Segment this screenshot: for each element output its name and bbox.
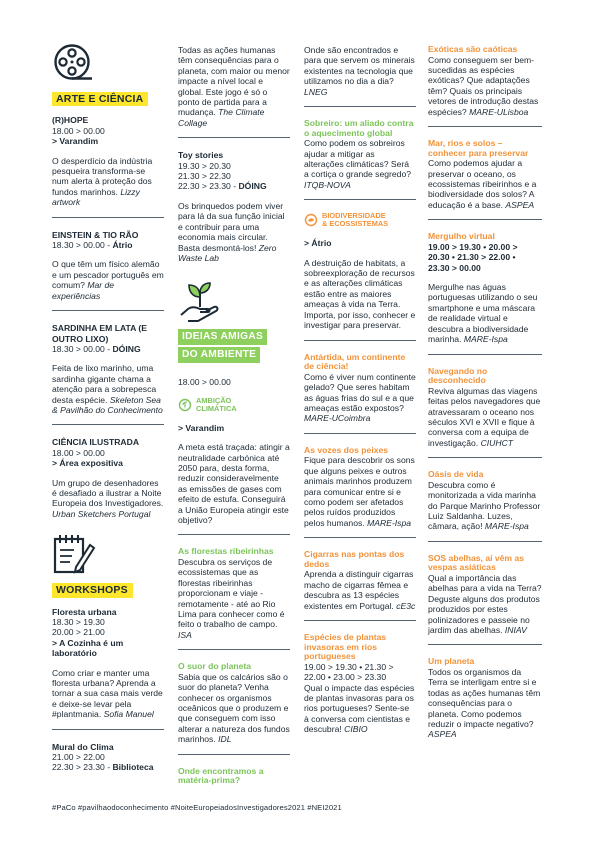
event-description: Reviva algumas das viagens feitas pelos navegadores que atravessaram o oceano nos séculos XVI e XVII e fique à conversa com a equipa de investigação. CIUHCT [428, 385, 541, 448]
event-credit: MARE-Ispa [484, 521, 529, 532]
divider [304, 433, 416, 434]
event-navegando [428, 367, 542, 449]
event-antartida [304, 353, 416, 424]
event-um-planeta [428, 657, 542, 739]
event-credit: ASPEA [505, 199, 535, 210]
section-badge-ideias-2: DO AMBIENTE [178, 347, 260, 363]
ambicao-tag [178, 397, 290, 413]
event-location: > Área expositiva [52, 458, 123, 469]
event-time: 19.00 > 19.30 • 21.30 > [304, 661, 394, 672]
event-location: > Varandim [52, 136, 99, 147]
section-badge-workshops: WORKSHOPS [52, 583, 133, 597]
event-description: Aprenda a distinguir cigarras macho de cigarras fêmea e descubra as 13 espécies existentes em Portugal. cE3c [304, 569, 416, 611]
event-credit: CIBIO [344, 724, 368, 735]
event-description: A meta está traçada: atingir a neutralidade carbónica até 2050 para, desta forma, reduzir consideravelmente as emissões de gases com efeito de estufa. Conseguirá a União Europeia atingir este objetivo? [178, 442, 290, 525]
event-description: Como é viver num continente gelado? Que seres habitam as águas frias do sul e a que ameaças estão expostos? MARE-UCoimbra [304, 371, 416, 424]
event-time: 18.30 > 00.00 - DÓING [52, 343, 141, 354]
event-credit: MARE-ULisboa [469, 106, 529, 117]
event-time: 18.30 > 19.30 [52, 617, 105, 627]
event-time: 19.30 > 20.30 [178, 160, 231, 171]
event-description: Os brinquedos podem viver para lá da sua função inicial e contribuir para uma economia mais circular. Basta desmontá-los! Zero Waste Lab [178, 200, 285, 263]
event-title: Oásis de vida [428, 469, 484, 480]
event-rhope [52, 115, 164, 207]
divider [178, 534, 290, 535]
column-3 [304, 45, 416, 735]
divider [428, 541, 542, 542]
event-title: O suor do planeta [178, 661, 252, 672]
event-time: 23.30 > 00.00 [428, 262, 481, 273]
column-1 [52, 42, 164, 773]
divider [428, 457, 542, 458]
event-title: Um planeta [428, 656, 475, 667]
event-credit: Mar de experiências [52, 280, 115, 301]
event-time: 22.00 • 23.00 > 23.30 [304, 672, 387, 683]
event-description: Fique para descobrir os sons que alguns peixes e outros animais marinhos produzem para comunicar entre si e como podem ser afetados pelos ruídos produzidos pelos humanos. MARE-Ispa [304, 455, 415, 528]
divider [304, 537, 416, 538]
divider [52, 424, 164, 425]
event-title: As florestas ribeirinhas [178, 546, 274, 557]
event-credit: cE3c [396, 600, 416, 611]
divider [52, 310, 164, 311]
divider [304, 106, 416, 107]
divider [304, 340, 416, 341]
event-credit: Lizzy artwork [52, 186, 140, 208]
hand-plant-icon [178, 279, 224, 325]
event-description: Como podem os sobreiros ajudar a mitigar as alterações climáticas? Será a cortiça o grande segredo? ITQB-NOVA [304, 138, 412, 190]
event-title: Cigarras nas pontas dos dedos [304, 549, 405, 569]
event-credit: ITQB-NOVA [304, 179, 351, 190]
column-4 [428, 45, 542, 740]
divider [52, 729, 164, 730]
event-time: 21.30 > 22.30 [178, 171, 231, 182]
event-description: Descubra os serviços de ecossistemas que as florestas ribeirinhas proporcionam e viaje - remotamente - até ao Rio Lima para conhecer como é feito o trabalho de campo. ISA [178, 556, 285, 640]
event-credit: Sofia Manuel [103, 709, 154, 720]
event-description: Como conseguem ser bem-sucedidas as espécies exóticas? Que adaptações têm? Quais os principais vetores de introdução destas espécies? MARE-ULisboa [428, 54, 539, 117]
event-title: Sobreiro: um aliado contra o aquecimento global [304, 118, 414, 138]
event-suor-planeta [178, 662, 290, 744]
divider [304, 199, 416, 200]
event-title: Mural do Clima [52, 741, 114, 752]
biodiversidade-tag [304, 212, 416, 228]
event-description: A destruição de habitats, a sobreexploração de recursos e as alterações climáticas estão entre as maiores ameaças à vida na Terra. Importa, por isso, conhecer e investigar para preservar. [304, 257, 416, 331]
footer-hashtags: #PaCo #pavilhaodoconhecimento #NoiteEuropeiadosInvestigadores2021 #NEI2021 [52, 803, 342, 812]
ambicao-label-2: CLIMÁTICA [196, 403, 237, 413]
event-location: Átrio [112, 240, 133, 251]
event-description: Como podemos ajudar a preservar o oceano, os ecossistemas ribeirinhos e a biodiversidade dos solos? A educação é a base. ASPEA [428, 158, 537, 210]
event-location: > A Cozinha é um laboratório [52, 637, 124, 659]
event-florestas-ribeirinhas [178, 547, 290, 640]
event-title: EINSTEIN & TIO RÃO [52, 229, 139, 240]
event-title: Espécies de plantas invasoras em rios portugueses [304, 631, 387, 662]
event-title: As vozes dos peixes [304, 444, 389, 455]
column-2 [178, 45, 290, 786]
event-mural-clima [52, 742, 164, 773]
ambition-tag-icon [178, 398, 192, 412]
event-time: 22.30 > 23.30 - DÓING [178, 181, 267, 192]
event-time: 20.00 > 21.00 [52, 627, 105, 638]
event-time: 18.30 > 00.00 - Átrio [52, 240, 133, 251]
event-time: 20.30 • 21.30 > 22.00 • [428, 252, 516, 263]
event-title: Floresta urbana [52, 606, 117, 617]
event-credit: Zero Waste Lab [178, 242, 277, 263]
biodiversity-tag-icon [304, 213, 318, 227]
event-title: SOS abelhas, aí vêm as vespas asiáticas [428, 552, 525, 573]
event-title: Mergulho virtual [428, 231, 495, 242]
event-sardinha [52, 323, 164, 415]
event-credit: INIAV [504, 624, 527, 635]
event-mergulho-virtual [428, 232, 542, 344]
divider [178, 137, 290, 138]
divider [52, 217, 164, 218]
event-credit: MARE-Ispa [367, 517, 412, 528]
event-floresta-urbana [52, 607, 164, 720]
event-credit: Urban Sketchers Portugal [52, 508, 151, 519]
ambicao-label-1: AMBIÇÃO [196, 395, 232, 405]
event-time: 19.00 > 19.30 • 20.00 > [428, 241, 518, 252]
event-mar-rios-solos [428, 139, 542, 210]
event-title: CIÊNCIA ILUSTRADA [52, 437, 140, 448]
event-location: DÓING [112, 343, 141, 354]
event-title: Antártida, um continente de ciência! [304, 351, 406, 372]
event-location: > Átrio [304, 238, 332, 249]
event-description: O que têm um físico alemão e um pescador português em comum? Mar de experiências [52, 259, 164, 301]
event-title: Toy stories [178, 150, 224, 161]
event-title: Mar, rios e solos – conhecer para preservar [428, 138, 529, 158]
section-time: 18.00 > 00.00 [178, 377, 231, 388]
divider [428, 219, 542, 220]
event-location: DÓING [238, 181, 267, 192]
event-description: Feita de lixo marinho, uma sardinha gigante chama a atenção para a sobrepesca desta espécie. Skeleton Sea & Pavilhão do Conhecimento [52, 363, 163, 415]
event-location: Biblioteca [112, 762, 154, 773]
section-badge-arte-ciencia: ARTE E CIÊNCIA [52, 92, 148, 106]
event-credit: Skeleton Sea & Pavilhão do Conhecimento [52, 394, 163, 415]
event-description: Todas as ações humanas têm consequências para o planeta, com maior ou menor impacte a nível local e global. Este jogo é só o ponto de partida para a mudança. The Climate Collage [178, 45, 290, 128]
divider [428, 354, 542, 355]
event-title: Exóticas são caóticas [428, 44, 518, 54]
divider [428, 126, 542, 127]
event-credit: CIUHCT [480, 437, 514, 448]
event-title: SARDINHA EM LATA (E OUTRO LIXO) [52, 323, 147, 344]
event-description: Qual o impacte das espécies de plantas invasoras para os rios portugueses? Sente-se à conversa com cientistas e descubra! CIBIO [304, 682, 415, 735]
event-description: Um grupo de desenhadores é desafiado a ilustrar a Noite Europeia dos Investigadores. Urban Sketchers Portugal [52, 477, 164, 519]
section-badge-ideias-1: IDEIAS AMIGAS [178, 329, 267, 345]
event-exoticas [428, 45, 542, 117]
event-credit: ISA [178, 629, 192, 640]
event-title: (R)HOPE [52, 115, 89, 126]
event-time: 18.00 > 00.00 [52, 447, 105, 458]
event-cigarras [304, 550, 416, 611]
bio-label-1: BIODIVERSIDADE [322, 211, 386, 221]
event-description: Como criar e manter uma floresta urbana? Aprenda a tornar a sua casa mais verde e deixe-se levar pela #plantmania. Sofia Manuel [52, 667, 163, 720]
divider [304, 620, 416, 621]
event-oasis [428, 470, 542, 532]
event-credit: ASPEA [428, 729, 457, 740]
divider [178, 754, 290, 755]
event-location: > Varandim [178, 422, 225, 433]
event-credit: MARE-UCoimbra [304, 413, 371, 424]
event-time: 21.00 > 22.00 [52, 752, 105, 763]
event-description: O desperdício da indústria pesqueira transforma-se num alerta à proteção dos fundos marinhos. Lizzy artwork [52, 155, 153, 208]
event-description: Qual a importância das abelhas para a vida na Terra? Deguste alguns dos produtos produzidos por estes polinizadores e passeie no jardim das abelhas. INIAV [428, 572, 542, 635]
film-reel-icon [52, 42, 96, 86]
event-especies-invasoras [304, 633, 416, 735]
event-toy-stories [178, 150, 290, 263]
event-time: 18.00 > 00.00 [52, 125, 105, 136]
event-credit: MARE-Ispa [463, 334, 508, 345]
bio-label-2: & ECOSSISTEMAS [322, 219, 389, 229]
event-description: Mergulhe nas águas portuguesas utilizando o seu smartphone e uma máscara de realidade virtual e descubra a biodiversidade marinha. MARE-Ispa [428, 282, 538, 345]
divider [428, 644, 542, 645]
event-title: Navegando no desconhecido [428, 365, 488, 386]
event-sos-abelhas [428, 554, 542, 636]
event-time: 22.30 > 23.30 - Biblioteca [52, 762, 154, 773]
divider [178, 649, 290, 650]
event-description: Todos os organismos da Terra se interligam entre si e todas as ações humanas têm consequências para o planeta. Como podemos reduzir o impacte negativo? ASPEA [428, 666, 541, 740]
notepad-pencil-icon [52, 533, 96, 577]
event-description: Descubra como é monitorizada a vida marinha do Parque Marinho Professor Luiz Saldanha. Luzes, câmara, ação! MARE-Ispa [428, 479, 541, 532]
event-description: Sabia que os calcários são o suor do planeta? Venha conhecer os organismos oceânicos que o produzem e que conseguem com isso alterar a natureza dos fundos marinhos. IDL [178, 671, 290, 745]
event-ciencia-ilustrada [52, 437, 164, 519]
event-credit: The Climate Collage [178, 107, 265, 128]
event-sobreiro [304, 119, 416, 190]
event-credit: IDL [218, 734, 232, 745]
event-title: Onde encontramos a matéria-prima? [178, 765, 264, 786]
event-credit: LNEG [304, 86, 328, 97]
event-einstein [52, 230, 164, 301]
event-description: Onde são encontrados e para que servem os minerais existentes na tecnologia que utilizamos no dia a dia? LNEG [304, 45, 415, 97]
event-vozes-peixes [304, 446, 416, 528]
